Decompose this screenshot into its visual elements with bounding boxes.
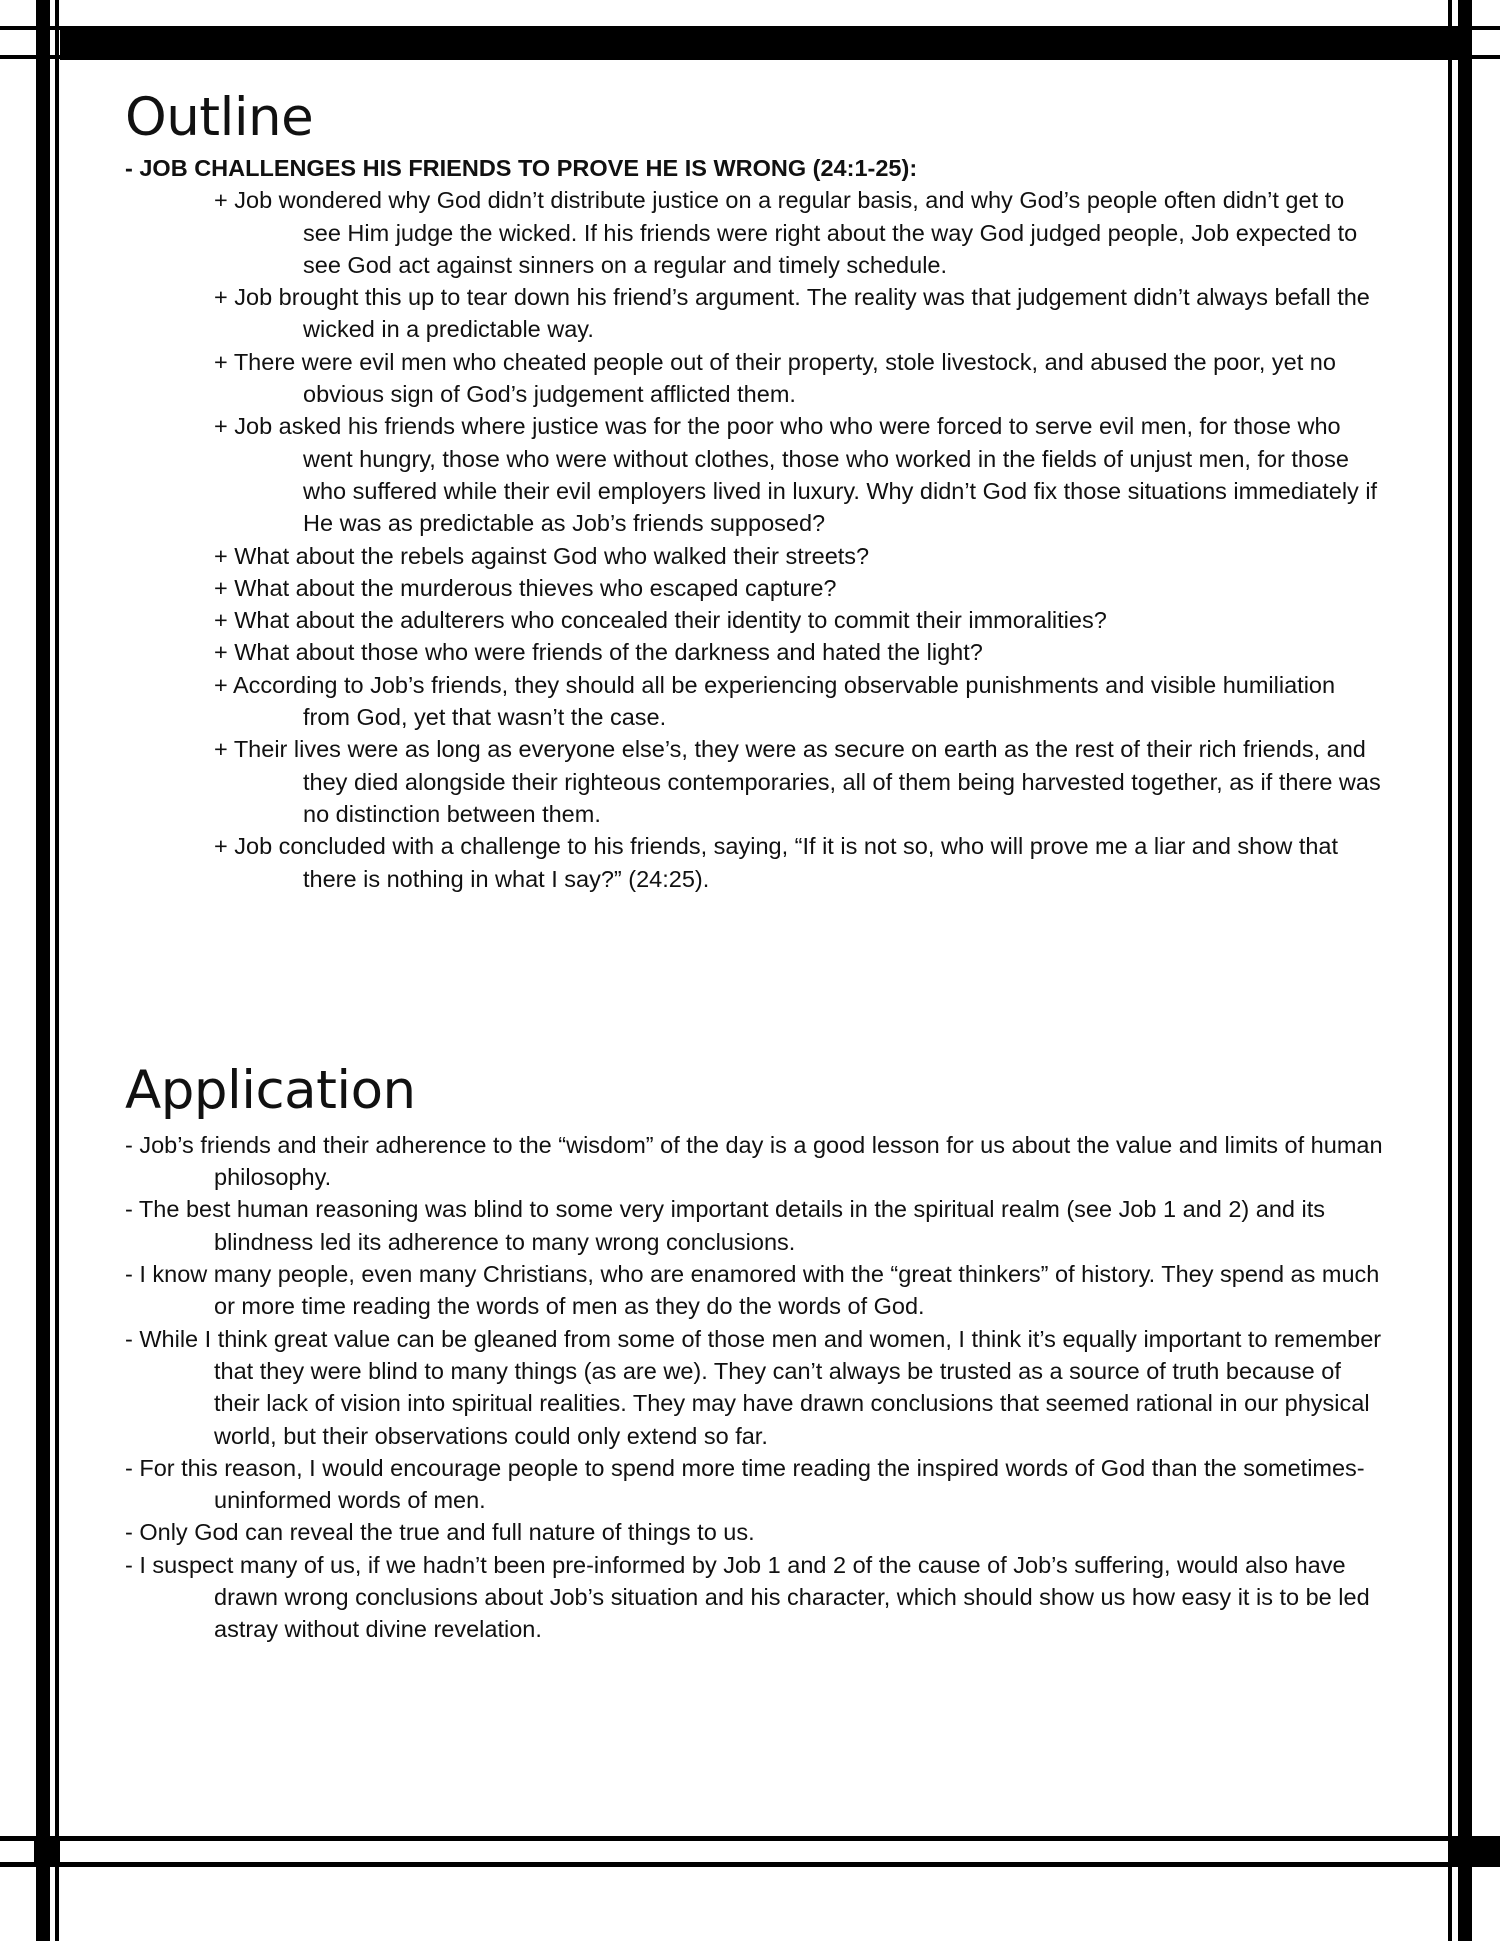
frame-bottom-thin-line <box>0 1836 1500 1841</box>
frame-left-thick-line <box>36 0 50 1941</box>
application-point: - Only God can reveal the true and full nature of things to us. <box>125 1519 755 1546</box>
frame-bottom-left-block <box>34 1841 60 1862</box>
outline-point: + What about the rebels against God who walked their streets? <box>214 542 870 569</box>
application-point: - I suspect many of us, if we hadn’t been pre-informed by Job 1 and 2 of the cause of Job’s suffering, would also have drawn wrong conclusions about Job’s situation and his character, which should show us how easy it is to be led astray without divine revelation. <box>125 1551 1370 1643</box>
application-point: - The best human reasoning was blind to some very important details in the spiritual realm (see Job 1 and 2) and its blindness led its adherence to many wrong conclusions. <box>125 1196 1325 1255</box>
application-point: - While I think great value can be gleaned from some of those men and women, I think it’s equally important to remember that they were blind to many things (as are we). They can’t always be trusted as a source of truth because of their lack of vision into spiritual realities. They may have drawn conclusions that seemed rational in our physical world, but their observations could only extend so far. <box>125 1325 1382 1449</box>
frame-right-thick-line <box>1458 0 1472 1941</box>
outline-point: + According to Job’s friends, they should all be experiencing observable punishments and visible humiliation from God, yet that wasn’t the case. <box>214 671 1336 731</box>
application-point: - Job’s friends and their adherence to the “wisdom” of the day is a good lesson for us about the value and limits of human philosophy. <box>125 1131 1383 1191</box>
frame-top-thin-line <box>0 26 1500 30</box>
outline-point: + What about the adulterers who concealed their identity to commit their immoralities? <box>214 607 1107 634</box>
outline-point: + Job concluded with a challenge to his friends, saying, “If it is not so, who will prove me a liar and show that there is nothing in what I say?” (24:25). <box>214 833 1339 892</box>
frame-top-thin-line-2 <box>0 55 1500 59</box>
frame-bottom-thin-line-2 <box>0 1862 1500 1867</box>
application-heading: Application <box>125 1059 416 1121</box>
outline-point: + What about those who were friends of the darkness and hated the light? <box>214 639 983 666</box>
application-section <box>125 1059 1385 1646</box>
outline-point: + There were evil men who cheated people out of their property, stole livestock, and abused the poor, yet no obvious sign of God’s judgement afflicted them. <box>214 348 1336 408</box>
page-content <box>125 86 1385 1646</box>
outline-point: + Their lives were as long as everyone else’s, they were as secure on earth as the rest of their rich friends, and they died alongside their righteous contemporaries, all of them being harvested together, as if there was no distinction between them. <box>214 736 1381 827</box>
frame-bottom-right-block <box>1450 1841 1500 1862</box>
application-point: - For this reason, I would encourage people to spend more time reading the inspired words of God than the sometimes-uninformed words of men. <box>125 1454 1365 1514</box>
outline-point: + Job wondered why God didn’t distribute justice on a regular basis, and why God’s people often didn’t get to see Him judge the wicked. If his friends were right about the way God judged people, Job expected to see God act against sinners on a regular and timely schedule. <box>214 187 1358 278</box>
outline-heading: Outline <box>125 87 314 148</box>
outline-topic: - JOB CHALLENGES HIS FRIENDS TO PROVE HE IS WRONG (24:1-25): <box>125 155 918 181</box>
outline-point: + What about the murderous thieves who escaped capture? <box>214 574 837 601</box>
frame-right-thin-line <box>1448 0 1452 1941</box>
outline-point: + Job asked his friends where justice was for the poor who who were forced to serve evil men, for those who went hungry, those who were without clothes, those who worked in the fields of unjust men, for those who suffered while their evil employers lived in luxury. Why didn’t God fix those situations immediately if He was as predictable as Job’s friends supposed? <box>214 413 1378 537</box>
outline-section <box>125 86 1385 895</box>
application-point: - I know many people, even many Christians, who are enamored with the “great thinkers” of history. They spend as much or more time reading the words of men as they do the words of God. <box>125 1261 1380 1320</box>
outline-point: + Job brought this up to tear down his friend’s argument. The reality was that judgement didn’t always befall the wicked in a predictable way. <box>214 284 1370 343</box>
frame-left-thin-line <box>55 0 59 1941</box>
